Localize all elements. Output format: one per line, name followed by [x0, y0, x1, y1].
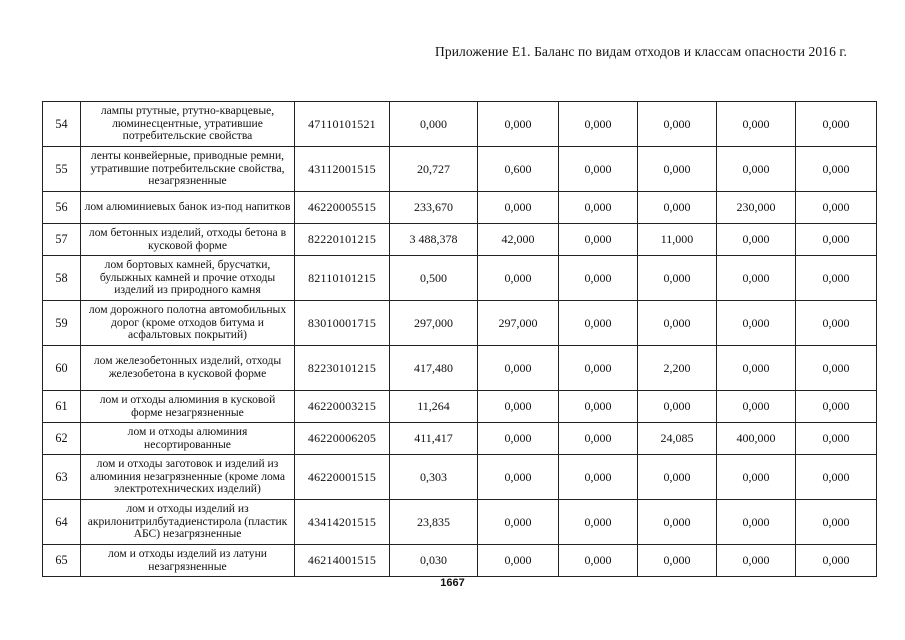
- value-col-1: 417,480: [390, 346, 478, 391]
- row-number: 54: [43, 102, 81, 147]
- table-row: [43, 423, 877, 455]
- fkko-code: 43414201515: [295, 500, 390, 545]
- fkko-code: 43112001515: [295, 147, 390, 192]
- value-col-5: 0,000: [717, 500, 796, 545]
- value-col-4: 0,000: [638, 102, 717, 147]
- value-col-5: 0,000: [717, 301, 796, 346]
- table-row: [43, 455, 877, 500]
- value-col-4: 0,000: [638, 192, 717, 224]
- value-col-6: 0,000: [796, 545, 877, 577]
- value-col-2: 297,000: [478, 301, 559, 346]
- waste-name: лом и отходы изделий из акрилонитрилбутадиенстирола (пластик АБС) незагрязненные: [81, 500, 295, 545]
- value-col-6: 0,000: [796, 256, 877, 301]
- value-col-1: 233,670: [390, 192, 478, 224]
- value-col-6: 0,000: [796, 455, 877, 500]
- value-col-2: 0,000: [478, 423, 559, 455]
- waste-name: лом бортовых камней, брусчатки, булыжных камней и прочие отходы изделий из природного камня: [81, 256, 295, 301]
- value-col-4: 2,200: [638, 346, 717, 391]
- row-number: 65: [43, 545, 81, 577]
- table-row: [43, 256, 877, 301]
- value-col-3: 0,000: [559, 256, 638, 301]
- fkko-code: 46220003215: [295, 391, 390, 423]
- row-number: 57: [43, 224, 81, 256]
- table-row: [43, 102, 877, 147]
- value-col-1: 0,000: [390, 102, 478, 147]
- waste-name: лом бетонных изделий, отходы бетона в кусковой форме: [81, 224, 295, 256]
- value-col-3: 0,000: [559, 545, 638, 577]
- value-col-6: 0,000: [796, 500, 877, 545]
- value-col-2: 0,000: [478, 192, 559, 224]
- value-col-2: 42,000: [478, 224, 559, 256]
- value-col-2: 0,000: [478, 102, 559, 147]
- value-col-3: 0,000: [559, 391, 638, 423]
- value-col-2: 0,000: [478, 346, 559, 391]
- page-number: 1667: [440, 577, 465, 589]
- value-col-5: 0,000: [717, 391, 796, 423]
- value-col-3: 0,000: [559, 224, 638, 256]
- value-col-4: 11,000: [638, 224, 717, 256]
- waste-balance-table: [42, 101, 877, 577]
- table-row: [43, 147, 877, 192]
- value-col-6: 0,000: [796, 301, 877, 346]
- row-number: 62: [43, 423, 81, 455]
- value-col-5: 230,000: [717, 192, 796, 224]
- waste-name: лом и отходы алюминия в кусковой форме незагрязненные: [81, 391, 295, 423]
- value-col-6: 0,000: [796, 346, 877, 391]
- value-col-3: 0,000: [559, 455, 638, 500]
- row-number: 58: [43, 256, 81, 301]
- row-number: 60: [43, 346, 81, 391]
- value-col-6: 0,000: [796, 423, 877, 455]
- fkko-code: 46220005515: [295, 192, 390, 224]
- row-number: 64: [43, 500, 81, 545]
- value-col-1: 0,303: [390, 455, 478, 500]
- value-col-5: 0,000: [717, 224, 796, 256]
- table-row: [43, 192, 877, 224]
- value-col-4: 24,085: [638, 423, 717, 455]
- fkko-code: 82220101215: [295, 224, 390, 256]
- row-number: 56: [43, 192, 81, 224]
- row-number: 59: [43, 301, 81, 346]
- waste-name: ленты конвейерные, приводные ремни, утратившие потребительские свойства, незагрязненные: [81, 147, 295, 192]
- value-col-4: 0,000: [638, 256, 717, 301]
- value-col-4: 0,000: [638, 500, 717, 545]
- value-col-6: 0,000: [796, 102, 877, 147]
- fkko-code: 46220006205: [295, 423, 390, 455]
- waste-name: лампы ртутные, ртутно-кварцевые, люминесцентные, утратившие потребительские свойства: [81, 102, 295, 147]
- value-col-2: 0,000: [478, 256, 559, 301]
- waste-name: лом алюминиевых банок из-под напитков: [81, 192, 295, 224]
- table-row: [43, 224, 877, 256]
- value-col-6: 0,000: [796, 224, 877, 256]
- value-col-3: 0,000: [559, 192, 638, 224]
- waste-name: лом и отходы заготовок и изделий из алюминия незагрязненные (кроме лома электротехнических изделий): [81, 455, 295, 500]
- row-number: 63: [43, 455, 81, 500]
- scan-artifact-top-edge: [0, 0, 905, 4]
- value-col-6: 0,000: [796, 147, 877, 192]
- waste-name: лом дорожного полотна автомобильных дорог (кроме отходов битума и асфальтовых покрытий): [81, 301, 295, 346]
- fkko-code: 82230101215: [295, 346, 390, 391]
- value-col-1: 0,030: [390, 545, 478, 577]
- fkko-code: 46214001515: [295, 545, 390, 577]
- table-row: [43, 391, 877, 423]
- value-col-3: 0,000: [559, 147, 638, 192]
- document-title: Приложение Е1. Баланс по видам отходов и классам опасности 2016 г.: [435, 44, 847, 59]
- value-col-4: 0,000: [638, 147, 717, 192]
- table-body: [43, 102, 877, 577]
- value-col-6: 0,000: [796, 391, 877, 423]
- value-col-1: 3 488,378: [390, 224, 478, 256]
- waste-name: лом железобетонных изделий, отходы железобетона в кусковой форме: [81, 346, 295, 391]
- value-col-2: 0,000: [478, 455, 559, 500]
- value-col-2: 0,600: [478, 147, 559, 192]
- value-col-4: 0,000: [638, 455, 717, 500]
- value-col-5: 0,000: [717, 102, 796, 147]
- value-col-1: 23,835: [390, 500, 478, 545]
- value-col-3: 0,000: [559, 500, 638, 545]
- value-col-4: 0,000: [638, 545, 717, 577]
- value-col-5: 0,000: [717, 346, 796, 391]
- fkko-code: 83010001715: [295, 301, 390, 346]
- table-row: [43, 545, 877, 577]
- value-col-1: 11,264: [390, 391, 478, 423]
- value-col-5: 0,000: [717, 256, 796, 301]
- value-col-1: 0,500: [390, 256, 478, 301]
- value-col-3: 0,000: [559, 301, 638, 346]
- value-col-1: 297,000: [390, 301, 478, 346]
- value-col-2: 0,000: [478, 391, 559, 423]
- value-col-4: 0,000: [638, 391, 717, 423]
- table-row: [43, 346, 877, 391]
- value-col-1: 20,727: [390, 147, 478, 192]
- fkko-code: 46220001515: [295, 455, 390, 500]
- waste-name: лом и отходы алюминия несортированные: [81, 423, 295, 455]
- value-col-5: 0,000: [717, 147, 796, 192]
- row-number: 61: [43, 391, 81, 423]
- value-col-6: 0,000: [796, 192, 877, 224]
- value-col-4: 0,000: [638, 301, 717, 346]
- row-number: 55: [43, 147, 81, 192]
- value-col-2: 0,000: [478, 500, 559, 545]
- fkko-code: 47110101521: [295, 102, 390, 147]
- value-col-1: 411,417: [390, 423, 478, 455]
- value-col-5: 0,000: [717, 455, 796, 500]
- value-col-5: 0,000: [717, 545, 796, 577]
- fkko-code: 82110101215: [295, 256, 390, 301]
- table-row: [43, 500, 877, 545]
- table-row: [43, 301, 877, 346]
- value-col-3: 0,000: [559, 346, 638, 391]
- value-col-2: 0,000: [478, 545, 559, 577]
- value-col-3: 0,000: [559, 423, 638, 455]
- waste-name: лом и отходы изделий из латуни незагрязненные: [81, 545, 295, 577]
- value-col-5: 400,000: [717, 423, 796, 455]
- value-col-3: 0,000: [559, 102, 638, 147]
